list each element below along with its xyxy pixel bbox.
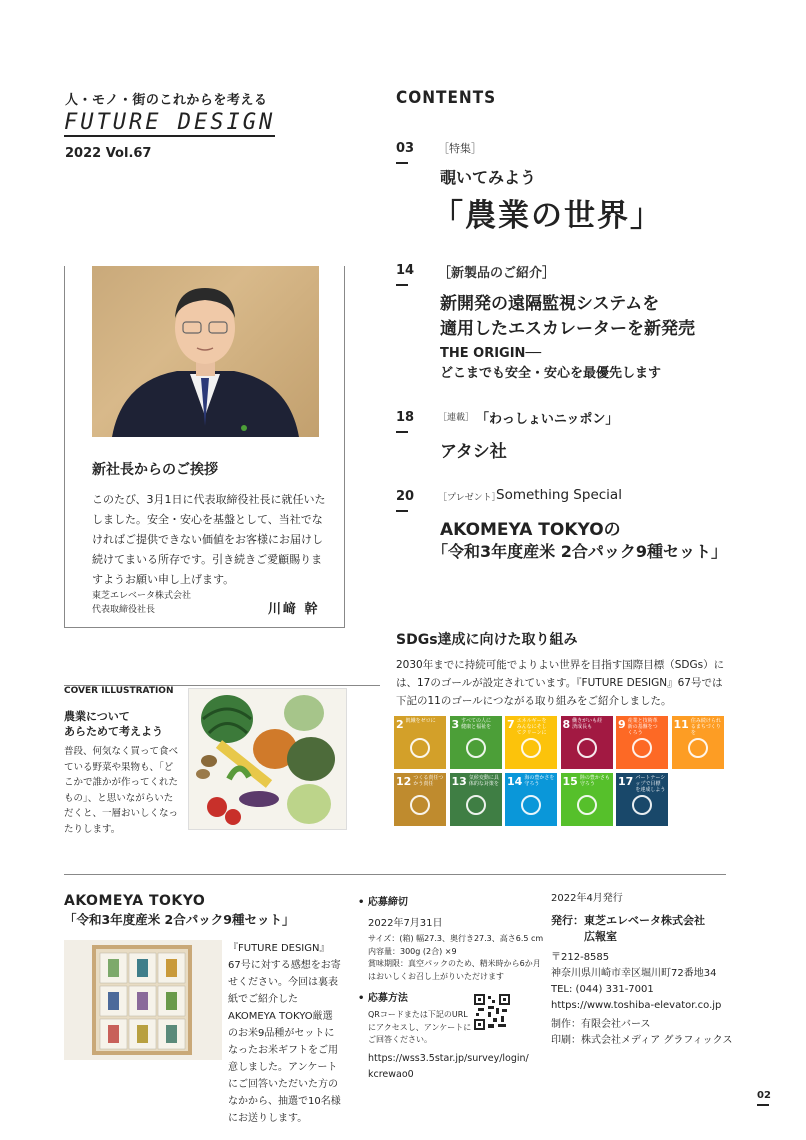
sdg-goal-label: 海の豊かさを守ろう	[524, 775, 555, 787]
toc-tag: ［プレゼント］	[438, 493, 501, 503]
president-name: 川﨑 幹	[268, 602, 320, 617]
sdg-goal-label: つくる責任つかう責任	[413, 775, 444, 787]
sdg-goal-3-icon	[450, 716, 502, 769]
sdg-goal-9-icon	[616, 716, 668, 769]
sdg-goal-number: 15	[562, 775, 578, 788]
sdg-goal-label: 産業と技術革新の基盤をつくろう	[627, 718, 658, 736]
sdg-goal-17-icon	[616, 773, 668, 826]
toc-subtitle: 覗いてみよう	[440, 168, 537, 187]
sdgs-icon-grid	[394, 716, 726, 826]
sdg-glyph	[632, 795, 652, 815]
toc-feature-title: 「農業の世界」	[432, 198, 663, 234]
cover-illustration	[188, 688, 347, 830]
sdgs-body: 2030年までに持続可能でよりよい世界を目指す国際目標（SDGs）には、17のゴールが設定されています。『FUTURE DESIGN』67号では下記の11のゴールにつながる取り組みをご紹介しました。	[396, 659, 725, 707]
sdg-goal-label: パートナーシップで目標を達成しよう	[635, 775, 666, 793]
toc-page-18: 18	[396, 410, 414, 433]
sdg-glyph	[521, 795, 541, 815]
page-number: 02	[757, 1090, 771, 1106]
publisher-url[interactable]: https://www.toshiba-elevator.co.jp	[551, 1000, 722, 1011]
sdg-goal-15-icon	[561, 773, 613, 826]
sdg-goal-13-icon	[450, 773, 502, 826]
toc-tag: ［特集］	[438, 142, 482, 155]
apply-instructions: QRコードまたは下記のURL にアクセスし、アンケートに ご回答ください。	[368, 1010, 472, 1044]
toc-title: AKOMEYA TOKYOの	[440, 520, 621, 540]
sdg-goal-7-icon	[505, 716, 557, 769]
gift-title: AKOMEYA TOKYO	[64, 893, 206, 909]
tagline: 人・モノ・街のこれからを考える	[65, 93, 268, 108]
sdg-goal-number: 9	[618, 718, 626, 731]
toc-subtitle: どこまでも安全・安心を最優先します	[440, 366, 662, 381]
sdg-goal-12-icon	[394, 773, 446, 826]
sdg-goal-label: 住み続けられるまちづくりを	[690, 718, 721, 736]
divider	[64, 874, 726, 875]
sdg-glyph	[688, 738, 708, 758]
deadline-date: 2022年7月31日	[368, 918, 443, 929]
toc-title: 新開発の遠隔監視システムを	[440, 294, 660, 314]
contents-heading: CONTENTS	[396, 88, 497, 108]
toc-title: 「令和3年度産米 2合パック9種セット」	[432, 542, 727, 561]
sdg-goal-8-icon	[561, 716, 613, 769]
toc-page-20: 20	[396, 489, 414, 512]
survey-url[interactable]: https://wss3.5star.jp/survey/login/ kcrewao0	[368, 1052, 529, 1080]
sdg-goal-label: 陸の豊かさも守ろう	[579, 775, 610, 787]
rice-gift-photo	[64, 940, 222, 1060]
president-photo	[92, 266, 319, 437]
toc-page-14: 14	[396, 263, 414, 286]
logo: FUTURE DESIGN	[64, 110, 276, 135]
sdg-goal-label: すべての人に健康と福祉を	[461, 718, 492, 730]
deadline-section	[358, 893, 543, 983]
toc-series-title: Something Special	[496, 487, 622, 503]
toc-title: アタシ社	[440, 442, 507, 462]
publisher-contact: 〒212-8585 神奈川県川崎市幸区堀川町72番地34 TEL: (044) 331-7001 https://www.toshiba-elevator.co.jp	[551, 950, 721, 1014]
sdg-goal-number: 3	[451, 718, 460, 731]
sdg-goal-number: 13	[451, 775, 467, 788]
gift-subtitle: 「令和3年度産米 2合パック9種セット」	[64, 912, 295, 927]
toc-tag: ［連載］	[438, 413, 475, 423]
message-org: 東芝エレベータ株式会社 代表取締役社長	[92, 591, 192, 615]
sdg-goal-2-icon	[394, 716, 446, 769]
message-body: このたび、3月1日に代表取締役社長に就任いたしました。安全・安心を基盤として、当社でなければご提供できない価値をお客様にお届けし続けてまいる所存です。引き続きご愛顧賜りますようお願い申し上げます。	[92, 493, 326, 586]
sdg-goal-label: 気候変動に具体的な対策を	[468, 775, 499, 787]
sdg-glyph	[577, 738, 597, 758]
toc-series-title: 「わっしょいニッポン」	[476, 412, 619, 427]
sdgs-heading: SDGs達成に向けた取り組み	[396, 632, 578, 648]
qr-code[interactable]	[474, 994, 510, 1030]
sdg-goal-number: 8	[562, 718, 571, 731]
sdg-glyph	[466, 738, 486, 758]
cover-label: COVER ILLUSTRATION	[64, 686, 174, 696]
sdg-goal-number: 7	[507, 718, 515, 731]
credits: 制作：有限会社バース 印刷：株式会社メディア グラフィックス	[551, 1019, 733, 1046]
sdg-goal-number: 14	[507, 775, 523, 788]
message-title: 新社長からのご挨拶	[92, 462, 218, 478]
sdg-goal-14-icon	[505, 773, 557, 826]
apply-heading: • 応募方法	[358, 993, 408, 1004]
toc-page-03: 03	[396, 141, 414, 164]
deadline-heading: • 応募締切	[358, 897, 408, 908]
issue-number: 2022 Vol.67	[65, 146, 152, 161]
toc-title: 適用したエスカレーターを新発売	[440, 319, 695, 339]
sdg-goal-label: エネルギーをみんなにそしてクリーンに	[516, 718, 547, 736]
sdg-glyph	[577, 795, 597, 815]
sdg-goal-number: 11	[673, 718, 689, 731]
sdg-goal-label: 働きがいも経済成長も	[572, 718, 603, 730]
sdg-goal-number: 12	[396, 775, 412, 788]
cover-body: 普段、何気なく買って食べている野菜や果物も、「どこかで誰かが作ってくれたもの」、と思いながらいただくと、一層おいしくなったりします。	[64, 746, 179, 835]
sdg-goal-label: 飢餓をゼロに	[405, 718, 436, 724]
sdg-goal-11-icon	[672, 716, 724, 769]
gift-spec: サイズ：(箱) 幅27.3、奥行き27.3、高さ6.5 cm 内容量：300g (2合) ×9 賞味期限：真空パックのため、精米時から6か月 はおいしくお召し上がりいただけます	[368, 934, 544, 981]
sdg-glyph	[466, 795, 486, 815]
sdg-glyph	[632, 738, 652, 758]
cover-title: 農業について あらためて考えよう	[64, 710, 163, 738]
gift-body: 『FUTURE DESIGN』67号に対する感想をお寄せください。今回は裏表紙でご紹介したAKOMEYA TOKYO厳選のお米9品種がセットになったお米ギフトをご用意しました。アンケートにご回答いただいた方のなかから、抽選で10名様にお送りします。	[228, 943, 341, 1124]
publisher: 発行：東芝エレベータ株式会社 広報室	[551, 914, 705, 943]
publish-date: 2022年4月発行	[551, 893, 623, 904]
sdg-goal-number: 17	[618, 775, 634, 788]
sdg-glyph	[521, 738, 541, 758]
sdg-glyph	[410, 795, 430, 815]
sdg-glyph	[410, 738, 430, 758]
sdg-goal-number: 2	[396, 718, 404, 731]
toc-subtitle: THE ORIGIN──	[440, 346, 542, 361]
toc-tag: ［新製品のご紹介］	[438, 266, 556, 281]
